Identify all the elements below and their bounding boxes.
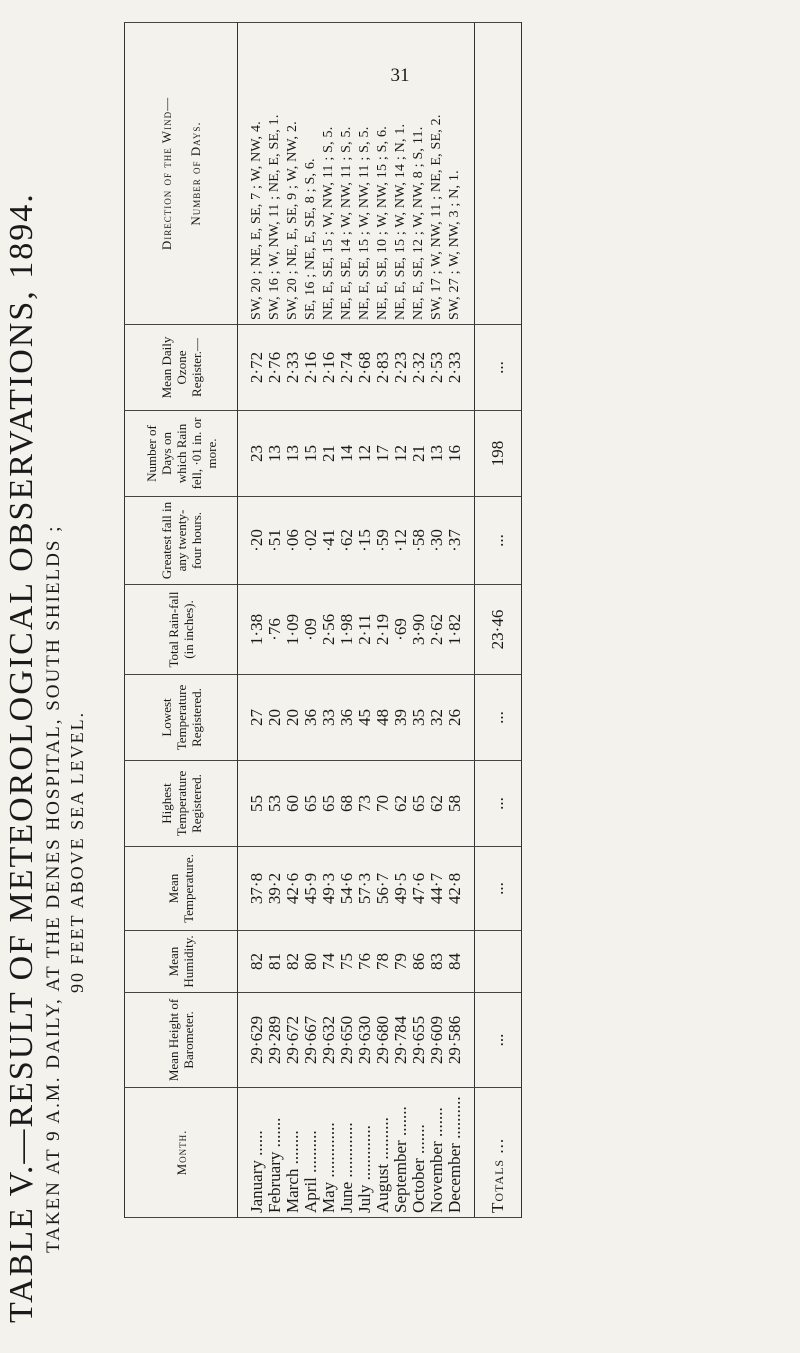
cell-wind: SW, 27 ; W, NW, 3 ; N, 1. [446, 23, 475, 325]
header-rainfall: Total Rain-fall (in inches). [125, 585, 238, 675]
cell-mean-temperature: 49·5 [392, 847, 410, 931]
cell-rain-days: 16 [446, 411, 475, 497]
cell-wind: SW, 17 ; W, NW, 11 ; NE, E, SE, 2. [428, 23, 446, 325]
totals-wind [475, 23, 522, 325]
cell-greatest-fall: ·30 [428, 497, 446, 585]
cell-wind: SW, 20 ; NE, E, SE, 7 ; W, NW, 4. [238, 23, 267, 325]
cell-rainfall: 2·62 [428, 585, 446, 675]
cell-lowest-temperature: 39 [392, 675, 410, 761]
cell-greatest-fall: ·02 [302, 497, 320, 585]
cell-humidity: 74 [320, 931, 338, 993]
cell-rain-days: 15 [302, 411, 320, 497]
cell-highest-temperature: 60 [284, 761, 302, 847]
cell-rainfall: 2·11 [356, 585, 374, 675]
cell-mean-temperature: 39·2 [266, 847, 284, 931]
cell-wind: NE, E, SE, 15 ; W, NW, 14 ; N, 1. [392, 23, 410, 325]
cell-highest-temperature: 73 [356, 761, 374, 847]
cell-month: November ....... [428, 1088, 446, 1218]
cell-lowest-temperature: 45 [356, 675, 374, 761]
table-body [238, 23, 475, 1218]
cell-highest-temperature: 53 [266, 761, 284, 847]
cell-rainfall: 2·56 [320, 585, 338, 675]
cell-ozone: 2·53 [428, 325, 446, 411]
header-ozone: Mean Daily Ozone Register.— [125, 325, 238, 411]
cell-ozone: 2·74 [338, 325, 356, 411]
cell-humidity: 80 [302, 931, 320, 993]
cell-month: January ...... [238, 1088, 267, 1218]
cell-greatest-fall: ·62 [338, 497, 356, 585]
cell-humidity: 82 [284, 931, 302, 993]
cell-lowest-temperature: 20 [266, 675, 284, 761]
cell-ozone: 2·32 [410, 325, 428, 411]
totals-row [475, 23, 522, 1218]
cell-barometer: 29·629 [238, 993, 267, 1088]
cell-barometer: 29·667 [302, 993, 320, 1088]
cell-rain-days: 12 [356, 411, 374, 497]
cell-greatest-fall: ·41 [320, 497, 338, 585]
cell-rain-days: 12 [392, 411, 410, 497]
table-row [320, 23, 338, 1218]
cell-barometer: 29·672 [284, 993, 302, 1088]
cell-greatest-fall: ·06 [284, 497, 302, 585]
cell-rain-days: 21 [320, 411, 338, 497]
cell-barometer: 29·650 [338, 993, 356, 1088]
cell-lowest-temperature: 36 [338, 675, 356, 761]
header-lowest-temperature: Lowest Temperature Registered. [125, 675, 238, 761]
header-wind [125, 23, 238, 325]
cell-month: March ........ [284, 1088, 302, 1218]
cell-rain-days: 14 [338, 411, 356, 497]
table-row [238, 23, 267, 1218]
cell-mean-temperature: 57·3 [356, 847, 374, 931]
cell-humidity: 84 [446, 931, 475, 993]
cell-humidity: 82 [238, 931, 267, 993]
meteorological-table [124, 22, 522, 1218]
cell-wind: NE, E, SE, 10 ; W, NW, 15 ; S, 6. [374, 23, 392, 325]
cell-wind: SW, 16 ; W, NW, 11 ; NE, E, SE, 1. [266, 23, 284, 325]
cell-lowest-temperature: 27 [238, 675, 267, 761]
cell-rain-days: 13 [266, 411, 284, 497]
cell-rainfall: 2·19 [374, 585, 392, 675]
cell-rainfall: ·09 [302, 585, 320, 675]
cell-greatest-fall: ·20 [238, 497, 267, 585]
table-subtitle-level: 90 FEET ABOVE SEA LEVEL. [67, 710, 87, 993]
cell-highest-temperature: 70 [374, 761, 392, 847]
totals-greatest-fall: ... [475, 497, 522, 585]
cell-rainfall: 1·38 [238, 585, 267, 675]
cell-rainfall: 1·09 [284, 585, 302, 675]
cell-lowest-temperature: 32 [428, 675, 446, 761]
table-row [356, 23, 374, 1218]
table-row [338, 23, 356, 1218]
cell-humidity: 86 [410, 931, 428, 993]
cell-mean-temperature: 42·8 [446, 847, 475, 931]
cell-greatest-fall: ·37 [446, 497, 475, 585]
cell-humidity: 76 [356, 931, 374, 993]
header-month: Month. [125, 1088, 238, 1218]
cell-ozone: 2·72 [238, 325, 267, 411]
cell-month: September ....... [392, 1088, 410, 1218]
cell-rainfall: 1·98 [338, 585, 356, 675]
cell-wind: NE, E, SE, 15 ; W, NW, 11 ; S, 5. [320, 23, 338, 325]
cell-barometer: 29·586 [446, 993, 475, 1088]
header-highest-temperature: Highest Temperature Registered. [125, 761, 238, 847]
cell-highest-temperature: 65 [410, 761, 428, 847]
cell-greatest-fall: ·51 [266, 497, 284, 585]
cell-barometer: 29·655 [410, 993, 428, 1088]
page-number: 31 [390, 65, 410, 86]
cell-wind: SW, 20 ; NE, E, SE, 9 ; W, NW, 2. [284, 23, 302, 325]
table-row [302, 23, 320, 1218]
cell-rain-days: 21 [410, 411, 428, 497]
cell-rainfall: 3·90 [410, 585, 428, 675]
cell-month: December .......... [446, 1088, 475, 1218]
cell-rain-days: 23 [238, 411, 267, 497]
cell-mean-temperature: 45·9 [302, 847, 320, 931]
cell-barometer: 29·680 [374, 993, 392, 1088]
cell-humidity: 83 [428, 931, 446, 993]
cell-mean-temperature: 42·6 [284, 847, 302, 931]
cell-lowest-temperature: 36 [302, 675, 320, 761]
table-title: TABLE V.—RESULT OF METEOROLOGICAL OBSERVATIONS, 1894. [3, 192, 40, 1323]
cell-ozone: 2·16 [320, 325, 338, 411]
header-wind-line2: Number of Days. [188, 121, 203, 226]
header-row [125, 23, 238, 1218]
cell-barometer: 29·609 [428, 993, 446, 1088]
cell-humidity: 75 [338, 931, 356, 993]
cell-highest-temperature: 62 [392, 761, 410, 847]
cell-mean-temperature: 44·7 [428, 847, 446, 931]
cell-month: June ............. [338, 1088, 356, 1218]
cell-month: August .......... [374, 1088, 392, 1218]
table-row [284, 23, 302, 1218]
header-greatest-fall: Greatest fall in any twenty-four hours. [125, 497, 238, 585]
cell-greatest-fall: ·15 [356, 497, 374, 585]
cell-barometer: 29·784 [392, 993, 410, 1088]
cell-highest-temperature: 65 [302, 761, 320, 847]
header-rain-days: Number of Days on which Rain fell, ·01 in. or more. [125, 411, 238, 497]
totals-humidity [475, 931, 522, 993]
totals-rainfall: 23·46 [475, 585, 522, 675]
table-row [266, 23, 284, 1218]
cell-ozone: 2·76 [266, 325, 284, 411]
cell-lowest-temperature: 26 [446, 675, 475, 761]
cell-highest-temperature: 62 [428, 761, 446, 847]
cell-wind: NE, E, SE, 12 ; W, NW, 8 ; S, 11. [410, 23, 428, 325]
header-barometer: Mean Height of Barometer. [125, 993, 238, 1088]
cell-barometer: 29·630 [356, 993, 374, 1088]
cell-rainfall: 1·82 [446, 585, 475, 675]
totals-label: Totals ... [475, 1088, 522, 1218]
cell-highest-temperature: 68 [338, 761, 356, 847]
cell-rainfall: ·69 [392, 585, 410, 675]
cell-greatest-fall: ·59 [374, 497, 392, 585]
cell-rain-days: 13 [428, 411, 446, 497]
cell-mean-temperature: 37·8 [238, 847, 267, 931]
cell-wind: NE, E, SE, 14 ; W, NW, 11 ; S, 5. [338, 23, 356, 325]
cell-ozone: 2·33 [446, 325, 475, 411]
table-row [392, 23, 410, 1218]
table-subtitle: TAKEN AT 9 A.M. DAILY, AT THE DENES HOSPITAL, SOUTH SHIELDS ; [43, 524, 64, 1253]
cell-greatest-fall: ·58 [410, 497, 428, 585]
totals-rain-days: 198 [475, 411, 522, 497]
cell-lowest-temperature: 20 [284, 675, 302, 761]
totals-mean-temperature: ... [475, 847, 522, 931]
cell-lowest-temperature: 33 [320, 675, 338, 761]
cell-lowest-temperature: 35 [410, 675, 428, 761]
cell-ozone: 2·83 [374, 325, 392, 411]
table-row [374, 23, 392, 1218]
cell-greatest-fall: ·12 [392, 497, 410, 585]
table-row [446, 23, 475, 1218]
cell-rain-days: 13 [284, 411, 302, 497]
cell-ozone: 2·16 [302, 325, 320, 411]
cell-ozone: 2·33 [284, 325, 302, 411]
cell-lowest-temperature: 48 [374, 675, 392, 761]
totals-lowest-temperature: ... [475, 675, 522, 761]
cell-humidity: 78 [374, 931, 392, 993]
cell-month: October ....... [410, 1088, 428, 1218]
cell-humidity: 81 [266, 931, 284, 993]
cell-mean-temperature: 54·6 [338, 847, 356, 931]
cell-ozone: 2·23 [392, 325, 410, 411]
totals-highest-temperature: ... [475, 761, 522, 847]
cell-mean-temperature: 56·7 [374, 847, 392, 931]
cell-month: February ....... [266, 1088, 284, 1218]
cell-month: April .......... [302, 1088, 320, 1218]
cell-mean-temperature: 49·3 [320, 847, 338, 931]
title-block [2, 63, 88, 1323]
cell-wind: NE, E, SE, 15 ; W, NW, 11 ; S, 5. [356, 23, 374, 325]
table-row [410, 23, 428, 1218]
cell-highest-temperature: 55 [238, 761, 267, 847]
header-mean-temperature: Mean Temperature. [125, 847, 238, 931]
totals-ozone: ... [475, 325, 522, 411]
cell-month: May ............. [320, 1088, 338, 1218]
cell-month: July ............. [356, 1088, 374, 1218]
cell-barometer: 29·289 [266, 993, 284, 1088]
table-row [428, 23, 446, 1218]
totals-barometer: ... [475, 993, 522, 1088]
header-humidity: Mean Humidity. [125, 931, 238, 993]
cell-barometer: 29·632 [320, 993, 338, 1088]
cell-wind: SE, 16 ; NE, E, SE, 8 ; S, 6. [302, 23, 320, 325]
cell-mean-temperature: 47·6 [410, 847, 428, 931]
cell-rain-days: 17 [374, 411, 392, 497]
cell-highest-temperature: 65 [320, 761, 338, 847]
cell-humidity: 79 [392, 931, 410, 993]
header-wind-line1: Direction of the Wind— [159, 96, 174, 251]
cell-highest-temperature: 58 [446, 761, 475, 847]
cell-rainfall: ·76 [266, 585, 284, 675]
cell-ozone: 2·68 [356, 325, 374, 411]
